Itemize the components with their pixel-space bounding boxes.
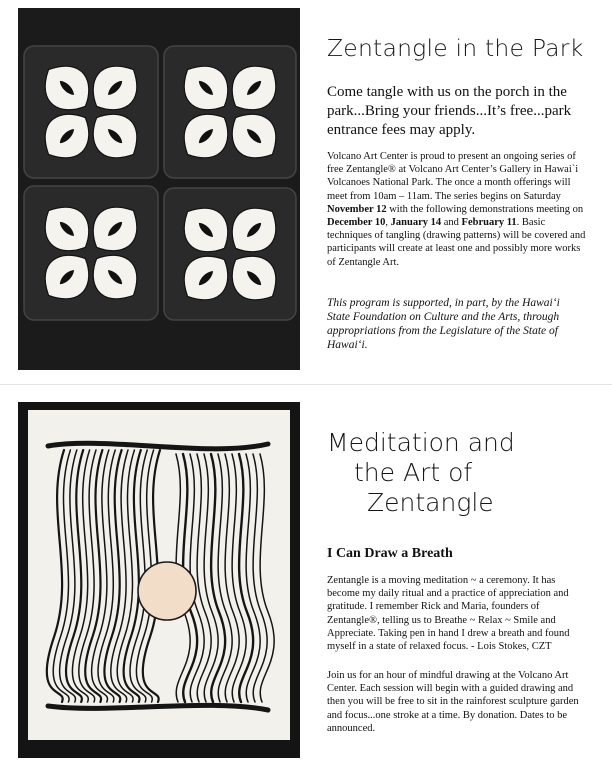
program-description: Volcano Art Center is proud to present an ongoing series of free Zentangle® at Volcano Art Center’s Gallery in Hawai`i Volcanoes National Park. The once a month offerings will meet from 10am – 11am. The series begins on Saturday November 12 with the following demonstrations meeting on December 10, January 14 and February 11. Basic techniques of tangling (drawing patterns) will be covered and participants will create at least one and possibly more works of Zentangle Art. [327, 151, 586, 268]
subtitle: I Can Draw a Breath [327, 546, 453, 561]
tile-square [164, 46, 296, 178]
section-title-meditation: Meditation and the Art of Zentangle [327, 428, 515, 517]
moon-circle [138, 562, 196, 620]
meditation-section [0, 386, 612, 776]
intro-paragraph: Come tangle with us on the porch in the park...Bring your friends...It’s free...park entrance fees may apply. [327, 84, 572, 138]
breath-tangle-drawing [18, 402, 300, 758]
session-details: Join us for an hour of mindful drawing at the Volcano Art Center. Each session will begin with a guided drawing and then you will be free to sit in the rainforest sculpture garden and focus...one stroke at a time. By donation. Dates to be announced. [327, 670, 579, 734]
quote-paragraph: Zentangle is a moving meditation ~ a ceremony. It has become my daily ritual and a practice of appreciation and gratitude. I remember Rick and Maria, founders of Zentangle®, telling us to Breathe ~ Relax ~ Smile and Appreciate. Taking pen in hand I drew a breath and found myself in a state of relaxed focus. - Lois Stokes, CZT [327, 575, 570, 653]
breath-drawing-artwork [18, 402, 300, 758]
section-divider [0, 384, 612, 385]
tile-square [164, 188, 296, 320]
zentangle-tiles-artwork [18, 8, 300, 370]
tile-3 [24, 186, 158, 320]
tile-square [24, 46, 158, 178]
tile-4 [164, 188, 296, 320]
tile-1 [24, 46, 158, 178]
funding-acknowledgement: This program is supported, in part, by the Hawai‘i State Foundation on Culture and the Arts, through appropriations from the Legislature of the State of Hawai‘i. [327, 297, 560, 351]
section-title-park: Zentangle in the Park [327, 34, 584, 62]
tile-square [24, 186, 158, 320]
zentangle-in-the-park-section [0, 0, 612, 385]
tile-2 [164, 46, 296, 178]
four-tiles-drawing [18, 8, 300, 370]
